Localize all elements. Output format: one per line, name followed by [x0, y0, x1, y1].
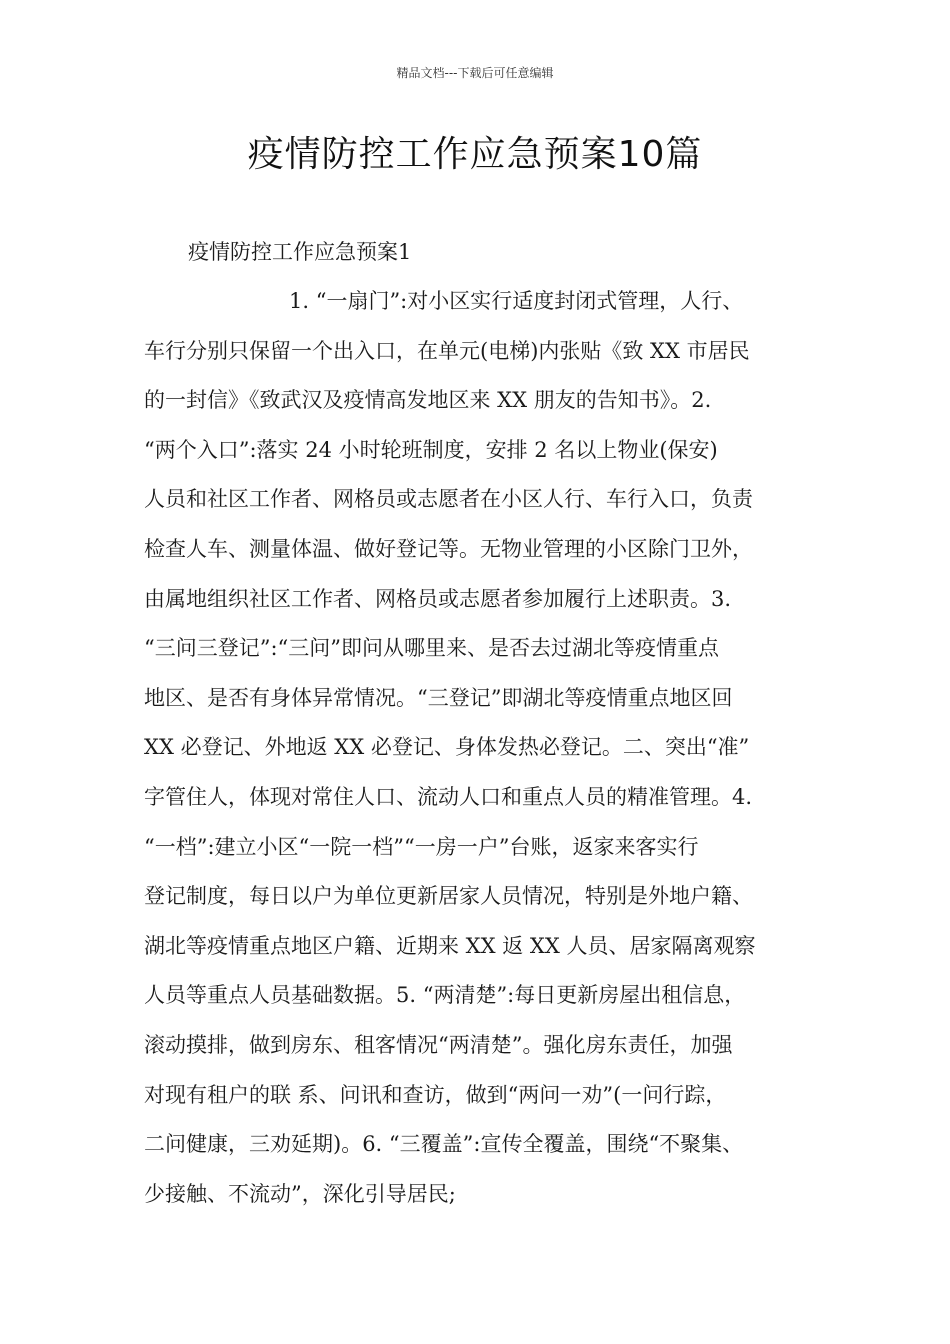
- header-note: 精品文档---下载后可任意编辑: [396, 66, 554, 80]
- text-line: 人员等重点人员基础数据。5. “两清楚”:每日更新房屋出租信息，: [144, 983, 746, 1008]
- text-line: 地区、是否有身体异常情况。“三登记”即湖北等疫情重点地区回: [144, 685, 733, 710]
- text-line: 人员和社区工作者、网格员或志愿者在小区人行、车行入口，负责: [144, 487, 753, 512]
- text-line: 滚动摸排，做到房东、租客情况“两清楚”。强化房东责任，加强: [144, 1032, 733, 1057]
- text-line: 1. “一扇门”:对小区实行适度封闭式管理，人行、: [289, 289, 744, 313]
- text-line: 检查人车、测量体温、做好登记等。无物业管理的小区除门卫外，: [144, 536, 753, 561]
- text-line: 由属地组织社区工作者、网格员或志愿者参加履行上述职责。3.: [144, 586, 732, 611]
- text-line: XX 必登记、外地返 XX 必登记、身体发热必登记。二、突出“准”: [144, 735, 750, 760]
- body-text: [144, 283, 834, 1225]
- text-line: “两个入口”:落实 24 小时轮班制度，安排 2 名以上物业(保安): [144, 437, 718, 462]
- section-title: 疫情防控工作应急预案1: [188, 240, 412, 264]
- text-line: 车行分别只保留一个出入口，在单元(电梯)内张贴《致 XX 市居民: [144, 338, 750, 363]
- text-line: 对现有租户的联 系、问讯和查访，做到“两问一劝”(一问行踪，: [144, 1082, 727, 1107]
- text-line: “一档”:建立小区“一院一档”“一房一户”台账，返家来客实行: [144, 834, 699, 859]
- text-line: 登记制度，每日以户为单位更新居家人员情况，特别是外地户籍、: [144, 884, 753, 909]
- text-line: “三问三登记”:“三问”即问从哪里来、是否去过湖北等疫情重点: [144, 636, 720, 661]
- text-line: 少接触、不流动”，深化引导居民;: [144, 1181, 456, 1206]
- text-line: 字管住人，体现对常住人口、流动人口和重点人员的精准管理。4.: [144, 784, 753, 809]
- page-title: 疫情防控工作应急预案10篇: [247, 134, 703, 175]
- text-line: 二问健康，三劝延期)。6. “三覆盖”:宣传全覆盖，围绕“不聚集、: [144, 1132, 744, 1157]
- text-line: 湖北等疫情重点地区户籍、近期来 XX 返 XX 人员、居家隔离观察: [144, 933, 756, 958]
- text-line: 的一封信》《致武汉及疫情高发地区来 XX 朋友的告知书》。2.: [144, 388, 712, 413]
